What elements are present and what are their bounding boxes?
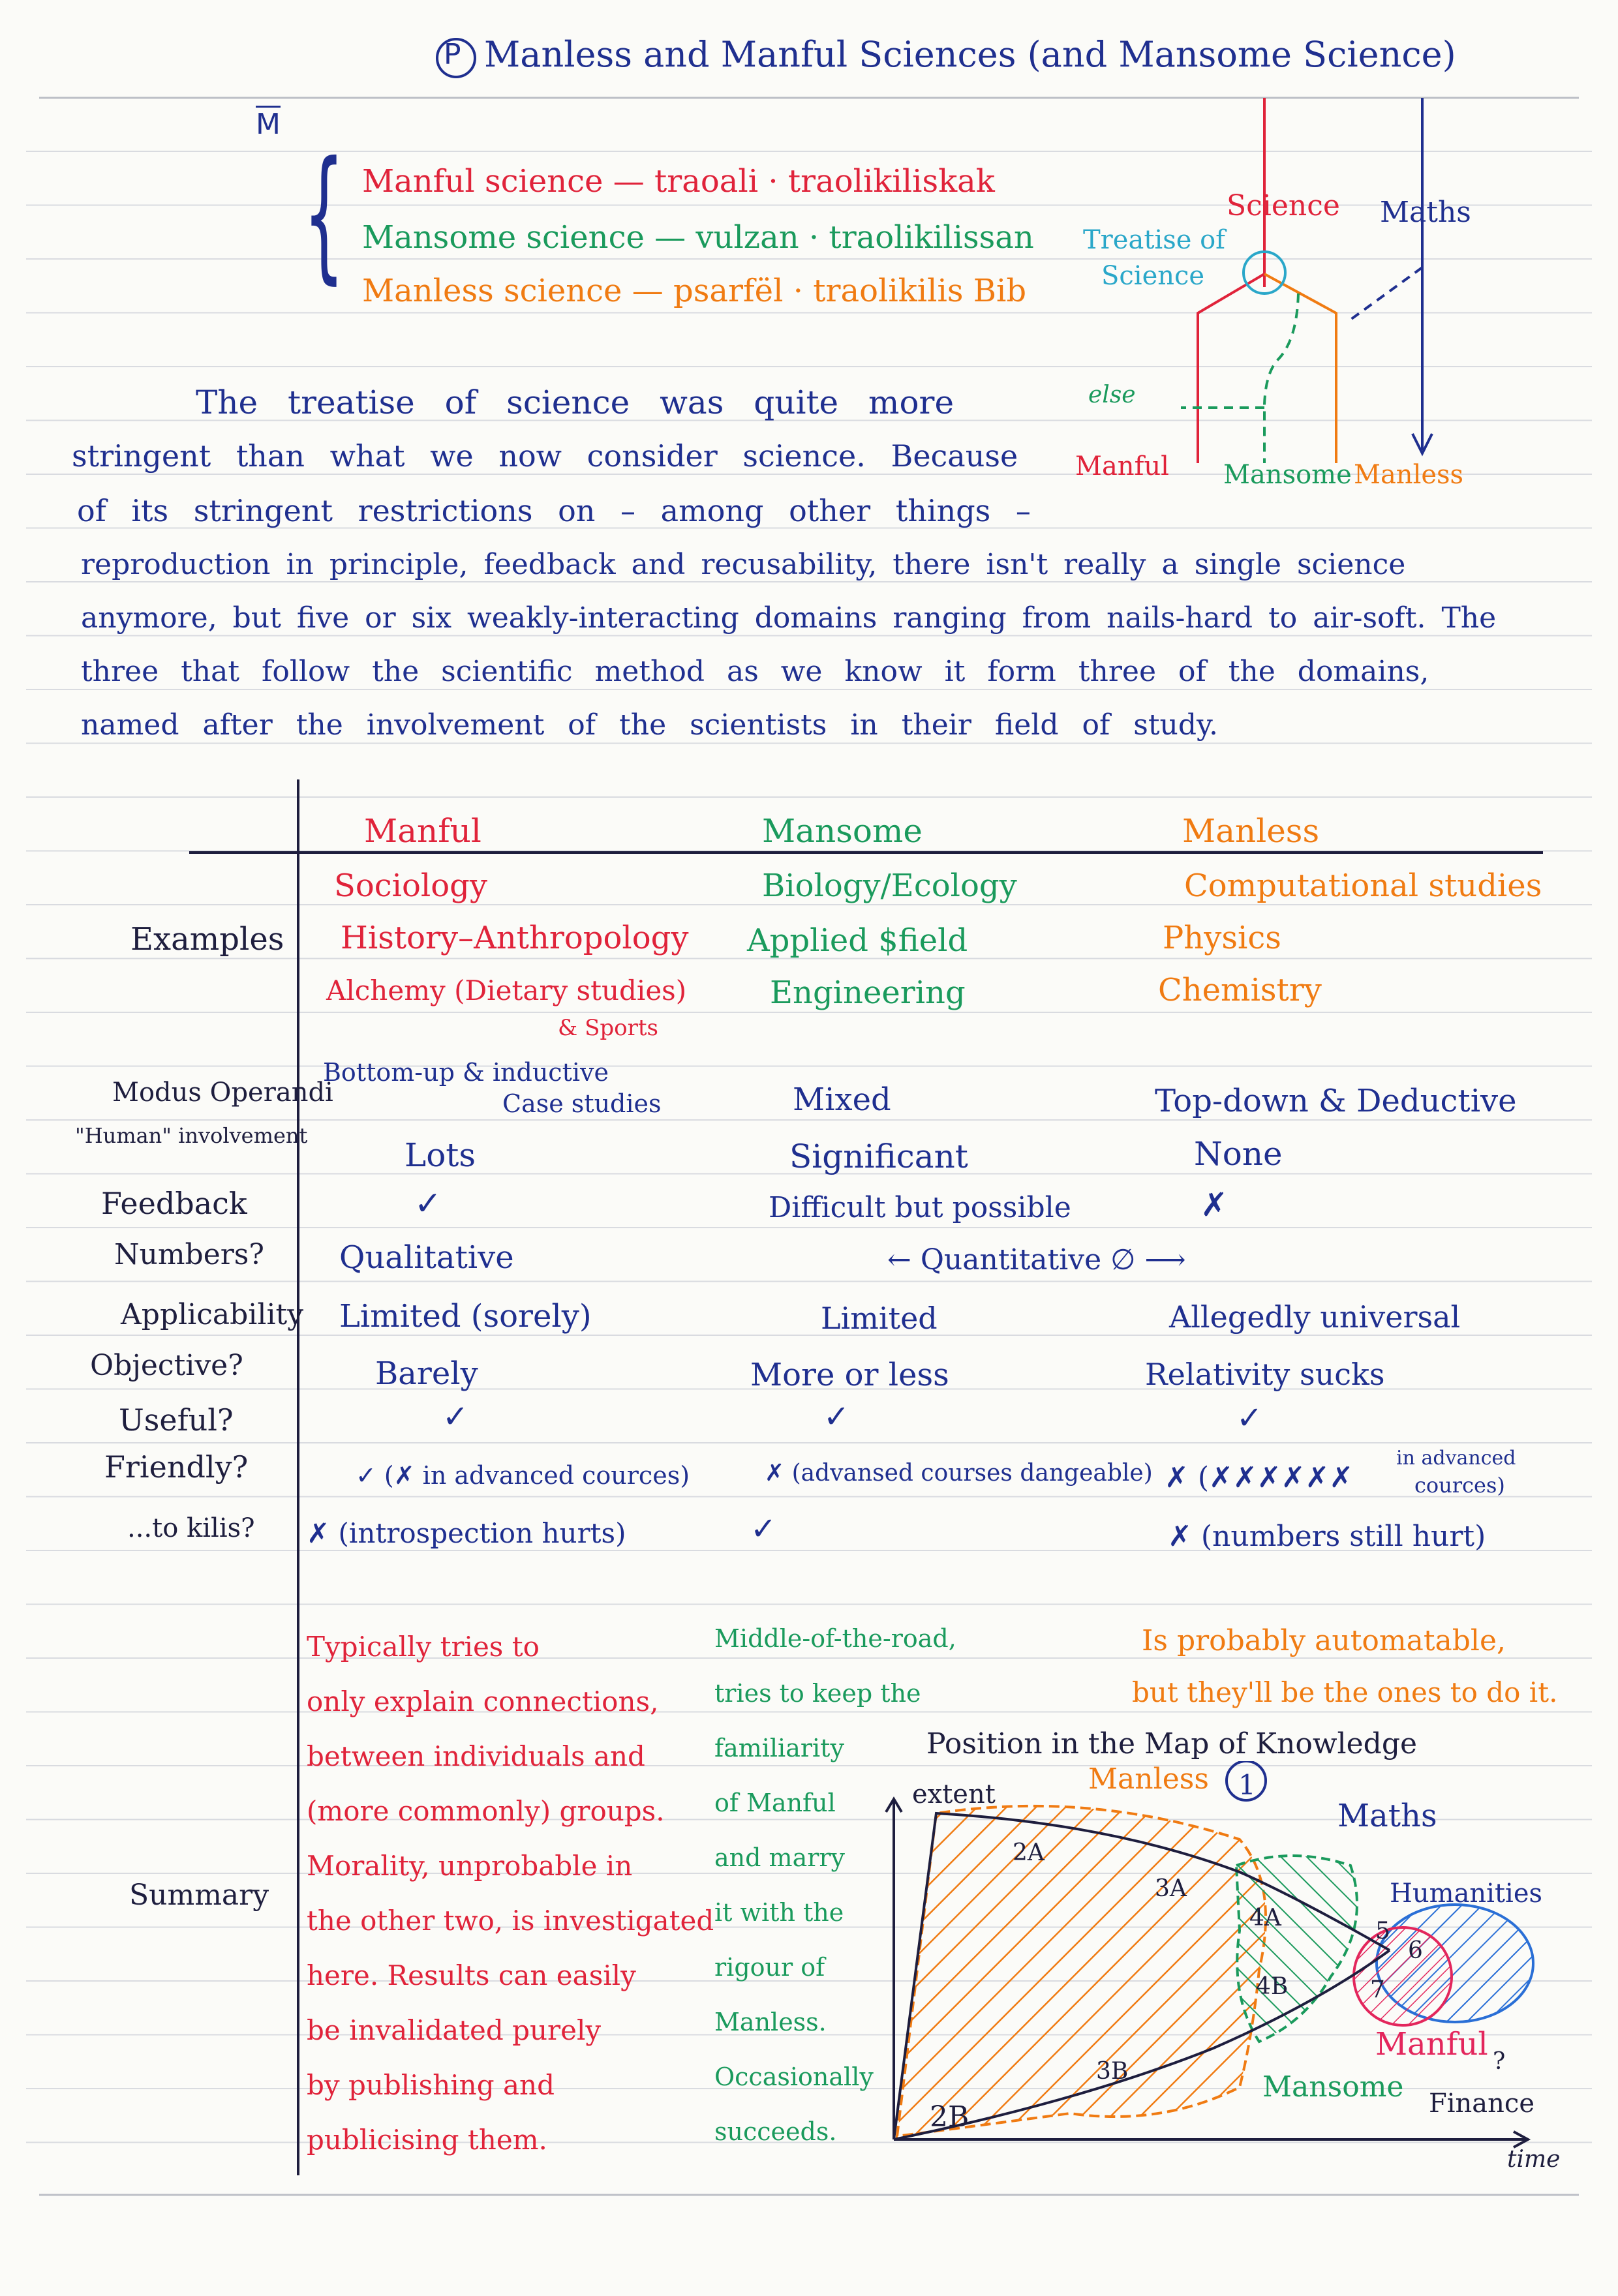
- summary-manful-line: publicising them.: [307, 2124, 547, 2156]
- tree-label-else: else: [1088, 382, 1136, 408]
- map-region-4b: 4B: [1256, 1973, 1289, 2000]
- intro-line-7: named after the involvement of the scientists in their field of study.: [81, 708, 1219, 742]
- cell-numbers-mansome: ← Quantitative ∅ ⟶: [887, 1243, 1186, 1276]
- definition-mansome: Mansome science — vulzan · traolikilissan: [362, 219, 1034, 256]
- cell-feedback-manless: ✗: [1200, 1186, 1228, 1224]
- summary-manful-line: Morality, unprobable in: [307, 1850, 633, 1882]
- summary-manful-line: by publishing and: [307, 2069, 555, 2101]
- cell-objective-mansome: More or less: [750, 1357, 949, 1393]
- summary-manful-line: the other two, is investigated: [307, 1905, 714, 1937]
- summary-mansome-line: Middle-of-the-road,: [714, 1624, 956, 1653]
- example-manful-3: Alchemy (Dietary studies): [326, 974, 687, 1006]
- tree-label-mansome: Mansome: [1223, 460, 1352, 490]
- intro-line-1: The treatise of science was quite more: [196, 384, 954, 421]
- map-region-3a: 3A: [1155, 1875, 1187, 1902]
- map-label-maths: Maths: [1337, 1798, 1437, 1834]
- example-mansome-3: Engineering: [770, 974, 966, 1011]
- row-label-objective: Objective?: [90, 1349, 243, 1382]
- definitions-brace: {: [303, 130, 344, 297]
- corner-mark: M: [256, 106, 281, 141]
- cell-objective-manful: Barely: [375, 1355, 478, 1392]
- cell-kilis-mansome: ✓: [750, 1511, 777, 1547]
- row-label-feedback: Feedback: [101, 1186, 247, 1221]
- cell-modus-manful-2: Case studies: [502, 1089, 662, 1118]
- summary-mansome-line: familiarity: [714, 1734, 844, 1762]
- map-x-axis-label: time: [1507, 2146, 1561, 2173]
- map-label-humanities: Humanities: [1390, 1879, 1543, 1909]
- cell-useful-mansome: ✓: [823, 1398, 850, 1435]
- intro-line-3: of its stringent restrictions on – among other things –: [77, 493, 1031, 528]
- summary-manful-line: (more commonly) groups.: [307, 1795, 665, 1827]
- summary-mansome-line: tries to keep the: [714, 1679, 921, 1708]
- map-label-question: ?: [1493, 2048, 1506, 2075]
- page-title: Manless and Manful Sciences (and Mansome Science): [484, 34, 1456, 75]
- map-label-maths-number: 1: [1238, 1769, 1256, 1801]
- intro-line-5: anymore, but five or six weakly-interacting domains ranging from nails-hard to air-soft. The: [81, 601, 1497, 635]
- tree-label-treatise-2: Science: [1101, 261, 1205, 291]
- cell-useful-manful: ✓: [442, 1398, 469, 1435]
- intro-line-4: reproduction in principle, feedback and recusability, there isn't really a single science: [81, 548, 1406, 581]
- example-manless-3: Chemistry: [1158, 972, 1322, 1008]
- row-label-to-kilis: ...to kilis?: [127, 1513, 255, 1543]
- tree-label-treatise-1: Treatise of: [1083, 225, 1225, 255]
- map-region-6: 6: [1408, 1937, 1423, 1964]
- cell-applicability-manful: Limited (sorely): [339, 1298, 592, 1335]
- map-label-manless: Manless: [1088, 1762, 1209, 1796]
- cell-modus-mansome: Mixed: [793, 1081, 891, 1118]
- cell-friendly-mansome: ✗ (advansed courses dangeable): [765, 1460, 1153, 1487]
- table-header-rule: [189, 851, 1543, 854]
- map-region-3b: 3B: [1096, 2058, 1129, 2085]
- cell-objective-manless: Relativity sucks: [1145, 1357, 1385, 1392]
- summary-manful-line: Typically tries to: [307, 1631, 540, 1663]
- example-manless-2: Physics: [1163, 920, 1281, 956]
- row-label-human: "Human" involvement: [75, 1123, 308, 1148]
- map-y-axis-label: extent: [912, 1779, 996, 1809]
- summary-manful-line: be invalidated purely: [307, 2014, 602, 2046]
- row-label-applicability: Applicability: [121, 1298, 304, 1331]
- map-of-knowledge: [874, 1761, 1566, 2218]
- summary-manless-2: but they'll be the ones to do it.: [1132, 1676, 1558, 1708]
- map-label-finance: Finance: [1429, 2089, 1534, 2119]
- summary-mansome-line: rigour of: [714, 1953, 825, 1982]
- cell-friendly-manless-sup: in advanced: [1396, 1447, 1516, 1470]
- example-manless-1: Computational studies: [1184, 868, 1542, 904]
- tree-label-science: Science: [1227, 189, 1340, 222]
- column-header-manful: Manful: [364, 812, 481, 850]
- example-mansome-1: Biology/Ecology: [762, 868, 1017, 904]
- summary-mansome-line: it with the: [714, 1898, 844, 1927]
- cell-kilis-manful: ✗ (introspection hurts): [307, 1517, 626, 1549]
- example-manful-2: History–Anthropology: [341, 920, 689, 956]
- table-vertical-rule: [297, 779, 299, 2175]
- summary-mansome-line: succeeds.: [714, 2117, 837, 2146]
- definition-manful: Manful science — traoali · traolikiliskak: [362, 163, 995, 200]
- intro-line-6: three that follow the scientific method as we know it form three of the domains,: [81, 655, 1429, 688]
- map-title: Position in the Map of Knowledge: [926, 1727, 1418, 1760]
- summary-manful-line: only explain connections,: [307, 1685, 659, 1717]
- summary-mansome-line: Manless.: [714, 2008, 827, 2036]
- map-label-manful: Manful: [1375, 2026, 1488, 2062]
- tree-label-maths: Maths: [1380, 196, 1471, 229]
- row-label-examples: Examples: [130, 921, 284, 958]
- cell-modus-manful: Bottom-up & inductive: [323, 1058, 609, 1087]
- map-region-4a: 4A: [1249, 1905, 1281, 1931]
- tree-label-manless: Manless: [1354, 460, 1464, 490]
- cell-feedback-manful: ✓: [414, 1185, 442, 1222]
- definition-manless: Manless science — psarfël · traolikilis Bib: [362, 273, 1027, 309]
- cell-human-manless: None: [1194, 1135, 1283, 1173]
- row-label-modus: Modus Operandi: [112, 1078, 333, 1108]
- cell-modus-manless: Top-down & Deductive: [1155, 1083, 1517, 1119]
- map-label-mansome: Mansome: [1262, 2070, 1404, 2104]
- title-mark: P: [444, 38, 461, 71]
- cell-kilis-manless: ✗ (numbers still hurt): [1168, 1520, 1486, 1553]
- cell-applicability-mansome: Limited: [821, 1301, 938, 1336]
- column-header-manless: Manless: [1182, 812, 1320, 850]
- example-manful-4: & Sports: [558, 1015, 658, 1041]
- map-region-5: 5: [1375, 1918, 1390, 1944]
- map-region-7: 7: [1370, 1976, 1385, 2003]
- cell-useful-manless: ✓: [1236, 1400, 1263, 1436]
- summary-manful-line: here. Results can easily: [307, 1959, 636, 1991]
- summary-mansome-line: Occasionally: [714, 2062, 874, 2091]
- row-label-numbers: Numbers?: [114, 1238, 264, 1271]
- summary-mansome-line: and marry: [714, 1843, 846, 1872]
- example-mansome-2: Applied $field: [747, 922, 968, 959]
- summary-manless-1: Is probably automatable,: [1142, 1624, 1506, 1657]
- example-manful-1: Sociology: [334, 868, 488, 904]
- cell-human-mansome: Significant: [789, 1138, 968, 1175]
- cell-feedback-mansome: Difficult but possible: [769, 1191, 1071, 1224]
- cell-applicability-manless: Allegedly universal: [1169, 1299, 1461, 1335]
- row-label-summary: Summary: [129, 1879, 269, 1912]
- cell-numbers-manful: Qualitative: [339, 1239, 514, 1276]
- tree-label-manful: Manful: [1075, 451, 1169, 481]
- row-label-friendly: Friendly?: [104, 1449, 249, 1485]
- summary-mansome-line: of Manful: [714, 1789, 836, 1817]
- row-label-useful: Useful?: [119, 1402, 234, 1438]
- intro-line-2: stringent than what we now consider science. Because: [72, 438, 1018, 474]
- map-region-2a: 2A: [1013, 1839, 1045, 1866]
- column-header-mansome: Mansome: [762, 812, 923, 850]
- cell-friendly-manless-sub: cources): [1414, 1473, 1505, 1498]
- cell-human-manful: Lots: [404, 1136, 476, 1174]
- summary-manful-line: between individuals and: [307, 1740, 645, 1772]
- cell-friendly-manful: ✓ (✗ in advanced cources): [356, 1461, 690, 1490]
- cell-friendly-manless: ✗ (✗✗✗✗✗✗: [1165, 1461, 1354, 1494]
- map-region-2b: 2B: [930, 2100, 969, 2134]
